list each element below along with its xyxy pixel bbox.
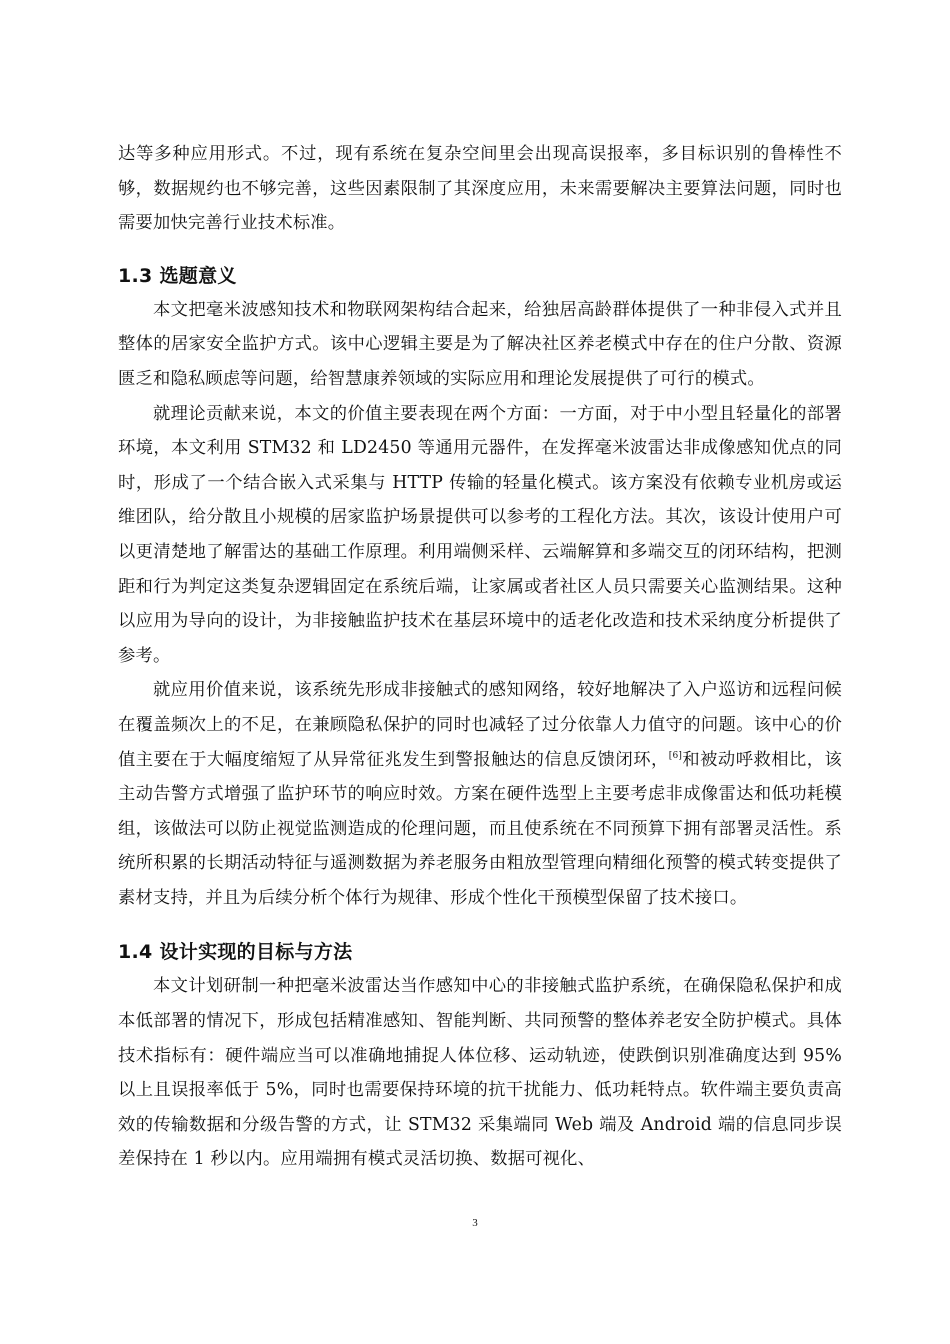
citation-reference: [6]	[668, 750, 683, 761]
section-1-3-paragraph-3	[118, 673, 842, 915]
paragraph-3-text-start: 就应用价值来说，该系统先形成非接触式的感知网络，较好地解决了入户巡访和远程问候在覆盖频次上的不足，在兼顾隐私保护的同时也减轻了过分依靠人力值守的问题。该中心的价值主要在于大幅度缩短了从异常征兆发生到警报触达的信息反馈闭环，	[118, 680, 842, 770]
section-1-4-paragraph-1: 本文计划研制一种把毫米波雷达当作感知中心的非接触式监护系统，在确保隐私保护和成本低部署的情况下，形成包括精准感知、智能判断、共同预警的整体养老安全防护模式。具体技术指标有：硬件端应当可以准确地捕捉人体位移、运动轨迹，使跌倒识别准确度达到 95%以上且误报率低于 5%，同时也需要保持环境的抗干扰能力、低功耗特点。软件端主要负责高效的传输数据和分级告警的方式，让 STM32 采集端同 Web 端及 Android 端的信息同步误差保持在 1 秒以内。应用端拥有模式灵活切换、数据可视化、	[118, 976, 842, 1170]
paragraph-3-text-end: 和被动呼救相比，该主动告警方式增强了监护环节的响应时效。方案在硬件选型上主要考虑非成像雷达和低功耗模组，该做法可以防止视觉监测造成的伦理问题，而且使系统在不同预算下拥有部署灵活性。系统所积累的长期活动特征与遥测数据为养老服务由粗放型管理向精细化预警的模式转变提供了素材支持，并且为后续分析个体行为规律、形成个性化干预模型保留了技术接口。	[118, 749, 843, 908]
section-heading-1-4: 1.4 设计实现的目标与方法	[118, 941, 353, 964]
section-heading-1-3: 1.3 选题意义	[118, 264, 237, 287]
section-1-3-paragraph-1: 本文把毫米波感知技术和物联网架构结合起来，给独居高龄群体提供了一种非侵入式并且整体的居家安全监护方式。该中心逻辑主要是为了解决社区养老模式中存在的住户分散、资源匮乏和隐私顾虑等问题，给智慧康养领域的实际应用和理论发展提供了可行的模式。	[118, 299, 842, 389]
page-number: 3	[472, 1217, 478, 1229]
section-1-3-paragraph-2: 就理论贡献来说，本文的价值主要表现在两个方面：一方面，对于中小型且轻量化的部署环境，本文利用 STM32 和 LD2450 等通用元器件，在发挥毫米波雷达非成像感知优点的同时，形成了一个结合嵌入式采集与 HTTP 传输的轻量化模式。该方案没有依赖专业机房或运维团队，给分散且小规模的居家监护场景提供可以参考的工程化方法。其次，该设计使用户可以更清楚地了解雷达的基础工作原理。利用端侧采样、云端解算和多端交互的闭环结构，把测距和行为判定这类复杂逻辑固定在系统后端，让家属或者社区人员只需要关心监测结果。这种以应用为导向的设计，为非接触监护技术在基层环境中的适老化改造和技术采纳度分析提供了参考。	[118, 403, 842, 666]
document-body	[118, 137, 842, 1177]
intro-paragraph: 达等多种应用形式。不过，现有系统在复杂空间里会出现高误报率，多目标识别的鲁棒性不够，数据规约也不够完善，这些因素限制了其深度应用，未来需要解决主要算法问题，同时也需要加快完善行业技术标准。	[118, 144, 842, 234]
